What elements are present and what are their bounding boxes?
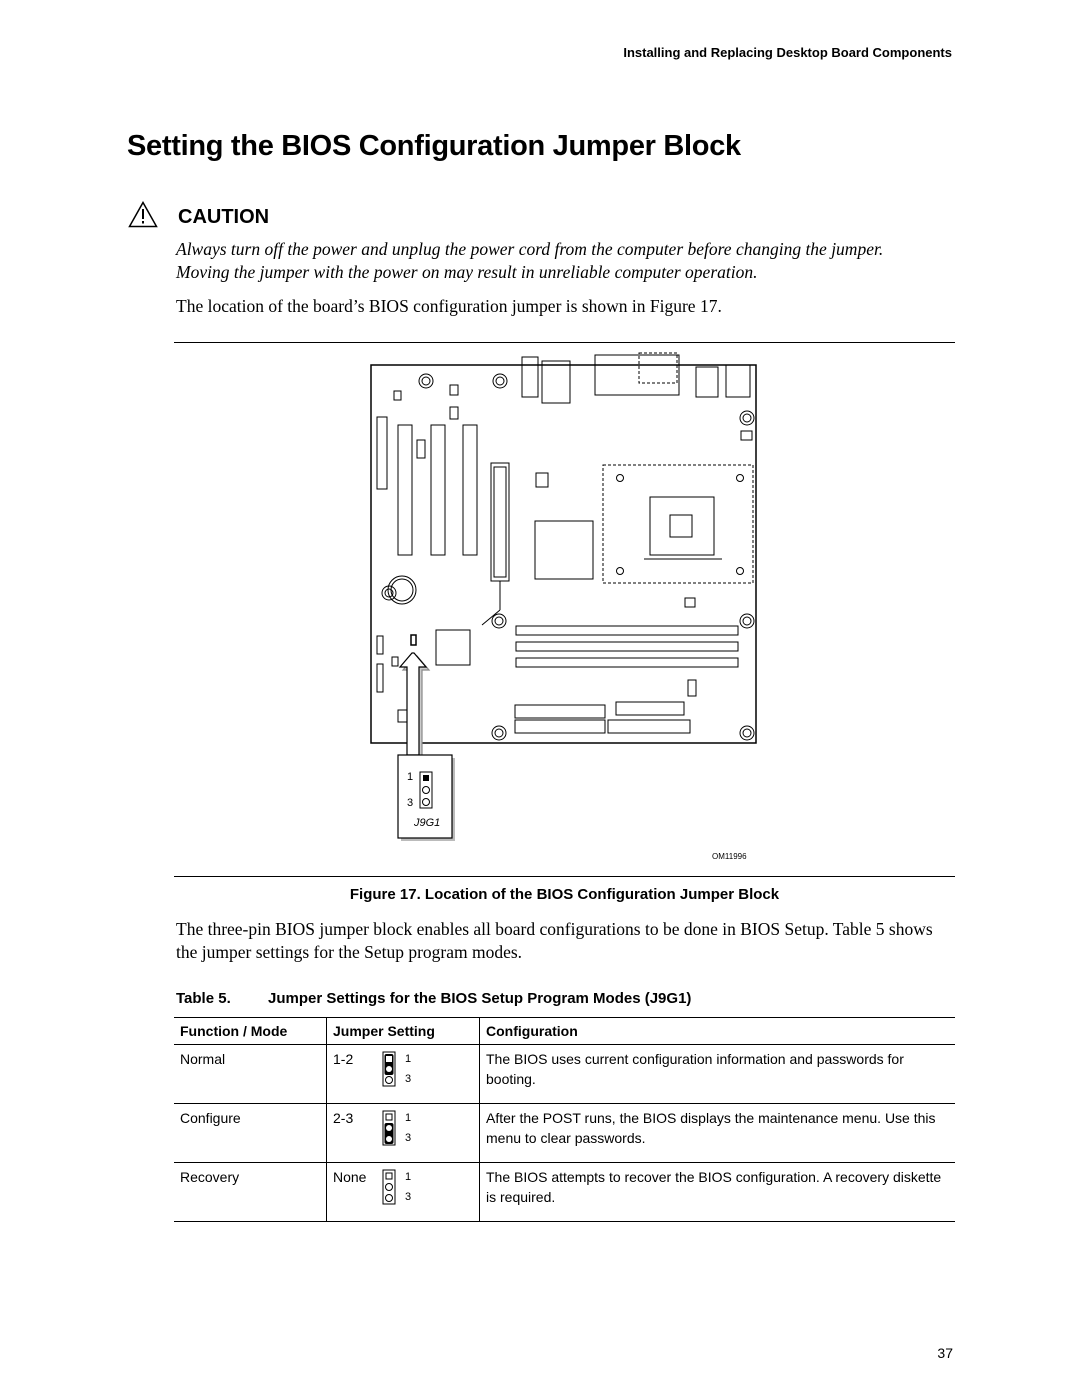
table-header-row	[174, 1018, 955, 1045]
pin-1-label: 1	[405, 1112, 412, 1124]
io-connector	[639, 353, 677, 383]
configuration-cell: The BIOS uses current configuration information and passwords for booting.	[480, 1045, 956, 1104]
pin-1-label: 1	[405, 1053, 412, 1065]
setting-cell	[327, 1163, 480, 1222]
setting-cell	[327, 1045, 480, 1104]
page-number: 37	[937, 1345, 953, 1361]
io-connector	[696, 367, 718, 397]
floppy-connector	[608, 720, 690, 733]
io-connector	[595, 355, 679, 395]
io-connector	[542, 361, 570, 403]
figure-bottom-rule	[174, 876, 955, 877]
column-header-setting: Jumper Setting	[327, 1018, 480, 1045]
figure-caption: Figure 17. Location of the BIOS Configuration Jumper Block	[349, 886, 780, 903]
jumper-none-icon	[379, 1167, 399, 1207]
jumper-settings-table	[174, 1017, 955, 1222]
expansion-slot	[398, 425, 412, 555]
mount-hole	[492, 726, 506, 740]
body-paragraph: The three-pin BIOS jumper block enables all board configurations to be done in BIOS Setup. Table 5 shows the jumper settings for the Setup program modes.	[176, 919, 933, 962]
caution-text: Always turn off the power and unplug the power cord from the computer before changing the jumper. Moving the jumper with the power on may result in unreliable computer operation.	[176, 239, 884, 282]
table-row	[174, 1163, 955, 1222]
jumper-1-2-icon	[379, 1049, 399, 1089]
expansion-slot	[377, 417, 387, 489]
expansion-slot	[431, 425, 445, 555]
figure-17	[174, 345, 955, 875]
intro-paragraph: The location of the board’s BIOS configuration jumper is shown in Figure 17.	[176, 296, 722, 316]
mount-hole	[740, 411, 754, 425]
board-outline	[371, 365, 756, 743]
figure-top-rule	[174, 342, 955, 343]
callout-pin-1-label: 1	[407, 771, 414, 783]
mount-hole	[740, 614, 754, 628]
column-header-mode: Function / Mode	[174, 1018, 327, 1045]
caution-label: CAUTION	[178, 206, 270, 228]
pin-3-label: 3	[405, 1073, 412, 1085]
expansion-slot	[463, 425, 477, 555]
configuration-cell: After the POST runs, the BIOS displays the maintenance menu. Use this menu to clear passwords.	[480, 1104, 956, 1163]
ide-connector	[515, 705, 605, 718]
mount-hole	[492, 614, 506, 628]
table-row	[174, 1104, 955, 1163]
setting-value: 2-3	[333, 1110, 354, 1126]
cpu-socket	[650, 497, 714, 555]
table-caption-number: Table 5.	[176, 990, 231, 1007]
dimm-slot	[516, 658, 738, 667]
motherboard-diagram	[174, 345, 955, 875]
cpu-socket-area	[603, 465, 753, 583]
mount-hole	[493, 374, 507, 388]
setting-cell	[327, 1104, 480, 1163]
page-title: Setting the BIOS Configuration Jumper Block	[127, 130, 741, 162]
mount-hole	[740, 726, 754, 740]
mode-cell: Recovery	[174, 1163, 327, 1222]
ide-connector	[515, 720, 605, 733]
callout-arrow	[400, 653, 429, 760]
pin-1-label: 1	[405, 1171, 412, 1183]
callout-pin-3-label: 3	[407, 797, 414, 809]
running-header: Installing and Replacing Desktop Board Components	[623, 45, 952, 60]
chipset	[535, 521, 593, 579]
io-connector	[726, 365, 750, 397]
configuration-cell: The BIOS attempts to recover the BIOS configuration. A recovery diskette is required.	[480, 1163, 956, 1222]
dimm-slot	[516, 642, 738, 651]
pin-3-label: 3	[405, 1191, 412, 1203]
mount-hole	[419, 374, 433, 388]
table-row	[174, 1045, 955, 1104]
pin-3-label: 3	[405, 1132, 412, 1144]
figure-code: OM11996	[712, 852, 747, 861]
table-caption	[176, 990, 691, 1007]
io-connector	[522, 357, 538, 397]
caution-warning-icon	[128, 201, 158, 228]
ide-connector	[616, 702, 684, 715]
column-header-configuration: Configuration	[480, 1018, 956, 1045]
j9g1-jumper-location	[411, 635, 416, 645]
setting-value: 1-2	[333, 1051, 354, 1067]
jumper-label: J9G1	[414, 817, 441, 829]
jumper-2-3-icon	[379, 1108, 399, 1148]
mode-cell: Normal	[174, 1045, 327, 1104]
setting-value: None	[333, 1169, 367, 1185]
dimm-slot	[516, 626, 738, 635]
super-io-chip	[436, 630, 470, 665]
table-caption-title: Jumper Settings for the BIOS Setup Program Modes (J9G1)	[268, 990, 692, 1007]
mode-cell: Configure	[174, 1104, 327, 1163]
